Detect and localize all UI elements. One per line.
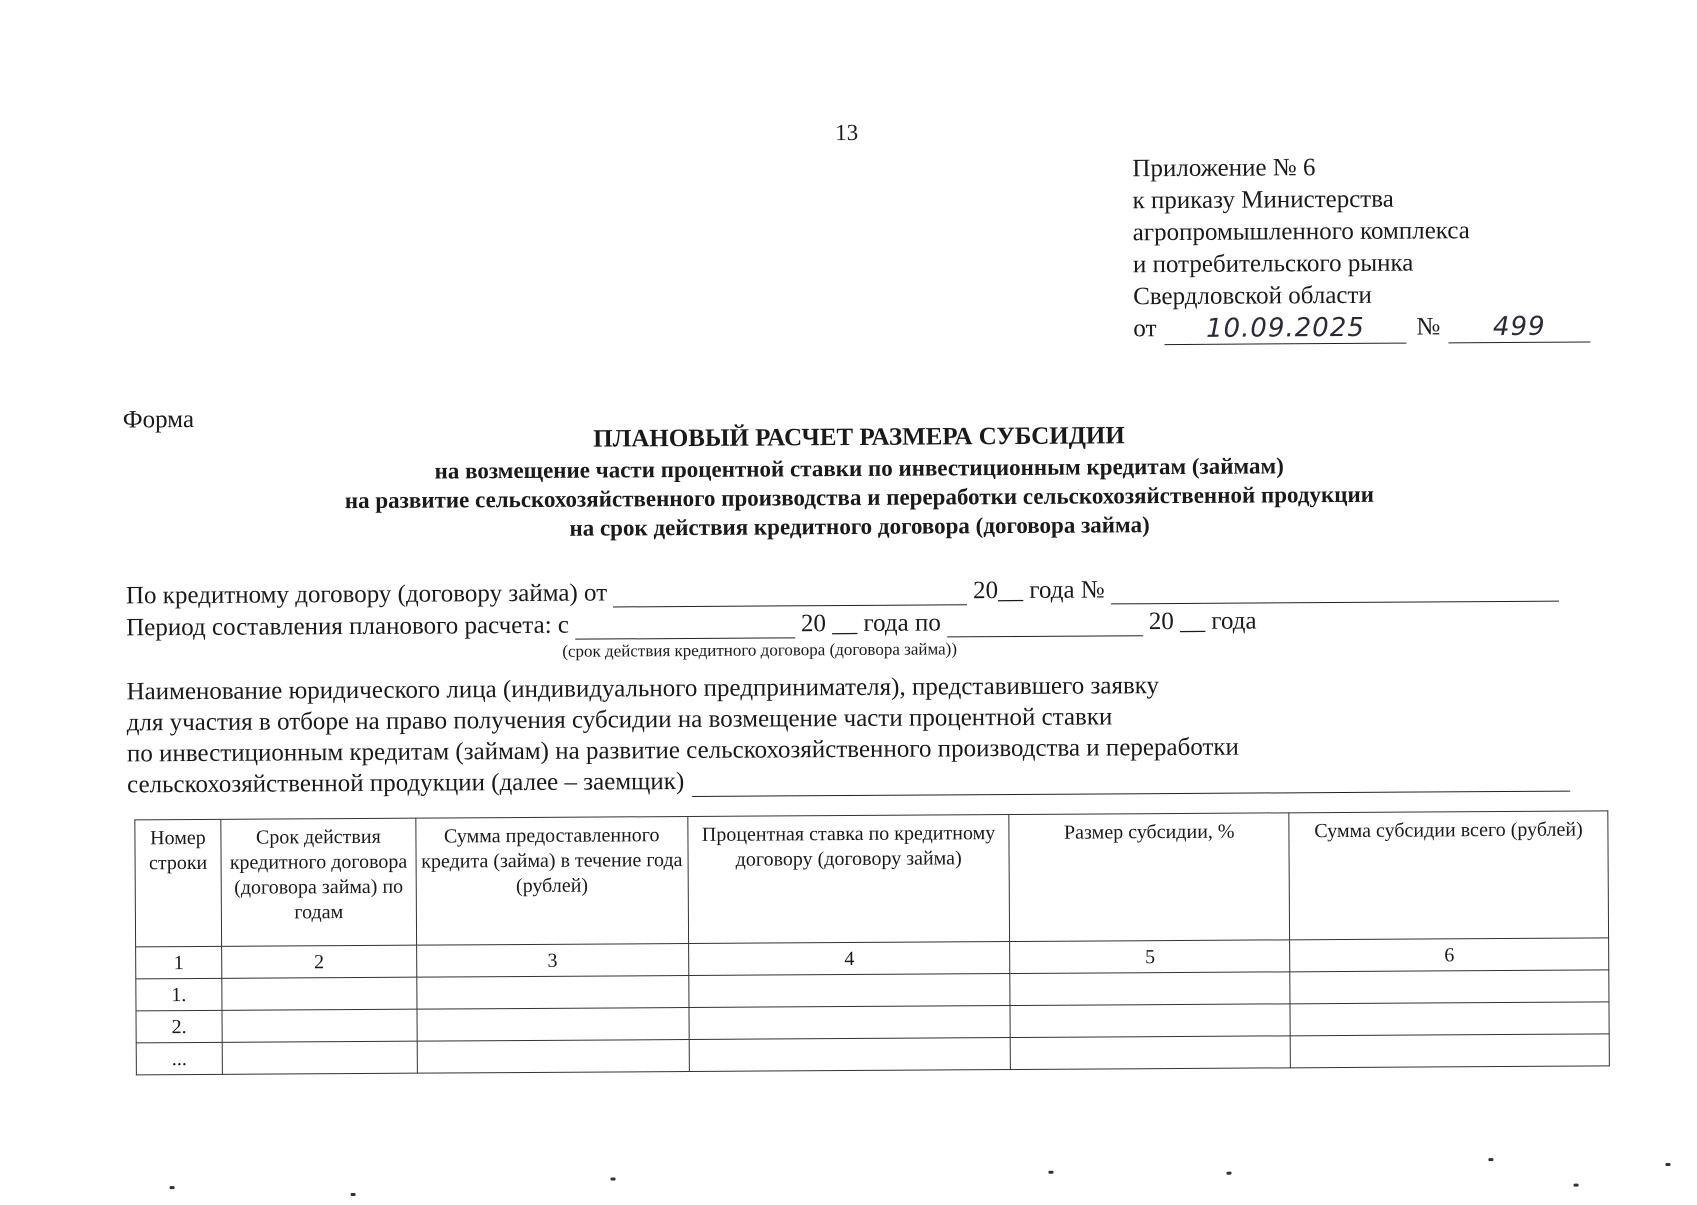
table-cell: ... <box>136 1042 222 1075</box>
column-number: 6 <box>1290 938 1609 972</box>
title-subline: на развитие сельскохозяйственного производства и переработки сельскохозяйственной продукции <box>344 481 1375 514</box>
table-cell[interactable] <box>689 1038 1011 1072</box>
appendix-line: к приказу Министерства <box>1132 185 1394 215</box>
scan-speck <box>611 1177 616 1180</box>
contract-number-blank[interactable] <box>1111 579 1559 605</box>
table-cell[interactable] <box>1010 1004 1290 1038</box>
contract-field-line <box>126 574 1559 611</box>
column-number: 5 <box>1010 940 1290 974</box>
table-cell[interactable] <box>1290 1002 1609 1036</box>
table-cell[interactable] <box>222 977 417 1010</box>
handwritten-order-date: 10.09.2025 <box>1164 313 1406 345</box>
from-label: от <box>1133 315 1157 343</box>
appendix-line: Приложение № 6 <box>1132 154 1316 183</box>
handwritten-order-number: 499 <box>1448 311 1590 343</box>
title-main: ПЛАНОВЫЙ РАСЧЕТ РАЗМЕРА СУБСИДИИ <box>593 422 1125 453</box>
table-cell[interactable] <box>1290 970 1609 1004</box>
appendix-line: Свердловской области <box>1133 281 1372 311</box>
table-cell[interactable] <box>222 1009 417 1042</box>
period-start-blank[interactable] <box>575 615 795 639</box>
column-number: 3 <box>416 943 688 977</box>
title-subline: на срок действия кредитного договора (договора займа) <box>569 512 1150 541</box>
applicant-block <box>126 668 1570 801</box>
document-title <box>239 418 1480 545</box>
table-cell[interactable] <box>222 1041 417 1074</box>
table-cell[interactable] <box>417 1007 689 1041</box>
table-header-row <box>135 811 1609 947</box>
contract-year-label: 20__ года № <box>972 576 1105 605</box>
table-cell[interactable] <box>1011 1036 1291 1070</box>
scan-speck <box>1226 1172 1231 1175</box>
period-year-2: 20 __ года <box>1148 607 1257 636</box>
table-cell[interactable] <box>1010 972 1290 1006</box>
page-number: 13 <box>835 119 859 146</box>
scan-speck <box>351 1193 356 1196</box>
title-subline: на возмещение части процентной ставки по инвестиционным кредитам (займам) <box>434 453 1284 484</box>
applicant-line: для участия в отборе на право получения субсидии на возмещение части процентной ставки <box>126 703 1113 737</box>
appendix-line: и потребительского рынка <box>1132 249 1414 279</box>
scan-speck <box>1574 1184 1579 1187</box>
column-number: 1 <box>136 946 222 979</box>
applicant-line: по инвестиционным кредитам (займам) на развитие сельскохозяйственного производства и переработки <box>126 733 1239 768</box>
period-prefix: Период составления планового расчета: с <box>126 611 570 642</box>
column-number: 4 <box>688 942 1010 976</box>
borrower-name-blank[interactable] <box>692 769 1570 797</box>
contract-prefix: По кредитному договору (договору займа) от <box>125 579 608 610</box>
column-number: 2 <box>222 945 417 978</box>
subsidy-calculation-table <box>134 810 1610 1075</box>
period-end-blank[interactable] <box>947 613 1143 637</box>
period-field-line <box>126 608 1257 643</box>
form-label: Форма <box>122 406 195 434</box>
period-hint: (срок действия кредитного договора (договора займа)) <box>562 639 958 661</box>
applicant-line: Наименование юридического лица (индивидуального предпринимателя), представившего заявку <box>126 672 1160 706</box>
header-subsidy-size: Размер субсидии, % <box>1009 813 1290 942</box>
scan-speck <box>170 1186 175 1189</box>
header-row-number: Номер строки <box>135 819 222 947</box>
number-label: № <box>1416 313 1441 341</box>
contract-date-blank[interactable] <box>613 582 967 607</box>
table-cell[interactable] <box>689 974 1011 1008</box>
order-date-number-line <box>1133 310 1590 345</box>
table-cell[interactable] <box>417 975 689 1009</box>
header-subsidy-total: Сумма субсидии всего (рублей) <box>1289 811 1609 940</box>
scan-speck <box>1048 1171 1053 1174</box>
header-loan-amount: Сумма предоставленного кредита (займа) в течение года (рублей) <box>416 816 689 945</box>
table-cell: 2. <box>136 1010 222 1043</box>
header-term: Срок действия кредитного договора (договора займа) по годам <box>221 818 417 946</box>
scan-speck <box>1488 1158 1493 1161</box>
table-cell[interactable] <box>689 1006 1011 1040</box>
table-cell[interactable] <box>417 1039 689 1073</box>
scan-speck <box>1665 1163 1670 1166</box>
header-interest-rate: Процентная ставка по кредитному договору (договору займа) <box>688 815 1011 944</box>
appendix-block <box>1132 150 1590 345</box>
table-cell[interactable] <box>1290 1034 1609 1068</box>
table-cell: 1. <box>136 978 222 1011</box>
applicant-last-text: сельскохозяйственной продукции (далее – заемщик) <box>127 768 685 799</box>
period-year-1: 20 __ года по <box>800 609 941 638</box>
appendix-line: агропромышленного комплекса <box>1132 217 1470 247</box>
